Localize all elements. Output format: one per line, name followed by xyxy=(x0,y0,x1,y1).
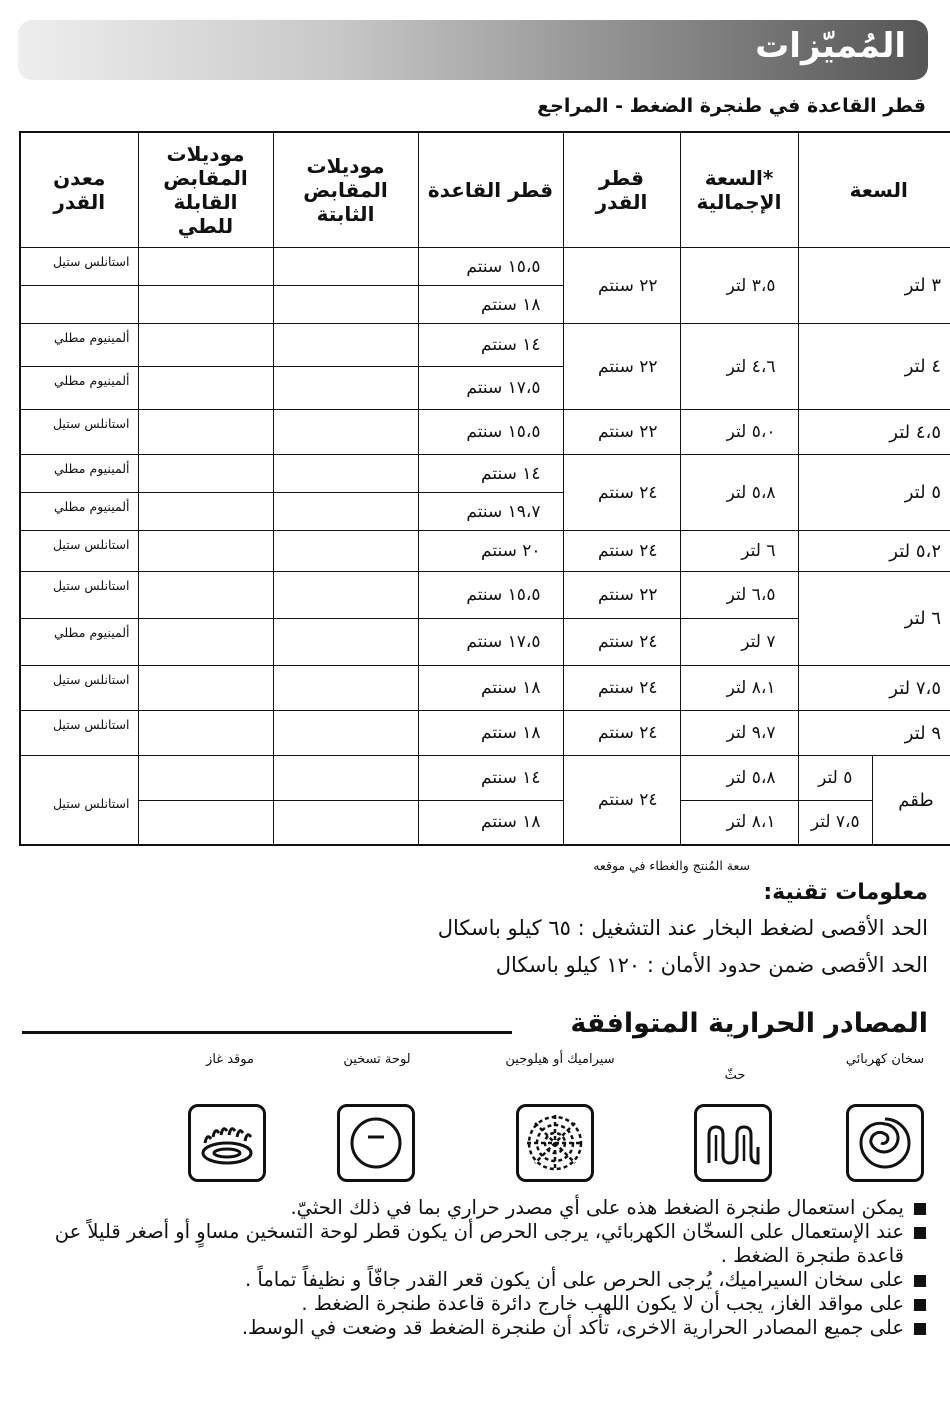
cell-folding-handles xyxy=(138,286,273,324)
cell-capacity: ٧،٥ لتر xyxy=(798,666,950,711)
ceramic-halogen-icon xyxy=(516,1104,594,1182)
cell-base-diameter: ١٧،٥ سنتم xyxy=(418,619,563,666)
cell-total-capacity: ٨،١ لتر xyxy=(680,800,798,845)
table-row xyxy=(20,711,950,756)
table-row xyxy=(20,410,950,455)
bullet-square-icon xyxy=(914,1323,926,1335)
hot-plate-icon xyxy=(337,1104,415,1182)
heat-label-hotplate: لوحة تسخين xyxy=(343,1052,411,1067)
cell-capacity: ٥ لتر xyxy=(798,455,950,531)
bullet-square-icon xyxy=(914,1299,926,1311)
table-row xyxy=(20,324,950,367)
cell-fixed-handles xyxy=(273,248,418,286)
cell-folding-handles xyxy=(138,455,273,493)
cell-total-capacity: ٦ لتر xyxy=(680,531,798,572)
cell-pot-metal: ألمينيوم مطلي xyxy=(20,324,138,367)
cell-base-diameter: ٢٠ سنتم xyxy=(418,531,563,572)
list-item: على جميع المصادر الحرارية الاخرى، تأكد أن طنجرة الضغط قد وضعت في الوسط. xyxy=(18,1316,928,1340)
cell-fixed-handles xyxy=(273,800,418,845)
bullet-square-icon xyxy=(914,1203,926,1215)
bullet-square-icon xyxy=(914,1227,926,1239)
header-pot-metal: معدن القدر xyxy=(20,132,138,248)
cell-base-diameter: ١٥،٥ سنتم xyxy=(418,248,563,286)
cell-pot-metal: استانلس ستيل xyxy=(20,666,138,711)
cell-pot-diameter: ٢٢ سنتم xyxy=(563,324,680,410)
cell-base-diameter: ١٧،٥ سنتم xyxy=(418,367,563,410)
cell-pot-diameter: ٢٤ سنتم xyxy=(563,619,680,666)
electric-coil-icon xyxy=(846,1104,924,1182)
bullet-square-icon xyxy=(914,1275,926,1287)
cell-pot-diameter: ٢٤ سنتم xyxy=(563,531,680,572)
cell-pot-diameter: ٢٢ سنتم xyxy=(563,248,680,324)
cell-fixed-handles xyxy=(273,324,418,367)
cell-total-capacity: ٧ لتر xyxy=(680,619,798,666)
tech-line-2: الحد الأقصى ضمن حدود الأمان : ١٢٠ كيلو باسكال xyxy=(495,953,928,977)
cell-folding-handles xyxy=(138,800,273,845)
cell-folding-handles xyxy=(138,248,273,286)
cell-capacity: ٩ لتر xyxy=(798,711,950,756)
cell-pot-diameter: ٢٤ سنتم xyxy=(563,666,680,711)
cell-total-capacity: ٣،٥ لتر xyxy=(680,248,798,324)
cell-folding-handles xyxy=(138,493,273,531)
cell-folding-handles xyxy=(138,367,273,410)
table-footnote: سعة المُنتج والغطاء في موقعه xyxy=(593,858,750,873)
induction-icon xyxy=(694,1104,772,1182)
cell-set-label: طقم xyxy=(873,756,950,844)
heading-rule xyxy=(22,1031,512,1034)
cell-base-diameter: ١٤ سنتم xyxy=(418,455,563,493)
cell-pot-metal: ألمينيوم مطلي xyxy=(20,493,138,531)
cell-total-capacity: ٤،٦ لتر xyxy=(680,324,798,410)
cell-total-capacity: ٨،١ لتر xyxy=(680,666,798,711)
header-banner xyxy=(18,20,928,80)
cell-fixed-handles xyxy=(273,455,418,493)
cell-folding-handles xyxy=(138,410,273,455)
cell-base-diameter: ١٤ سنتم xyxy=(418,324,563,367)
list-item: يمكن استعمال طنجرة الضغط هذه على أي مصدر حراري بما في ذلك الحثيّ. xyxy=(18,1196,928,1220)
header-capacity: السعة xyxy=(798,132,950,248)
table-row xyxy=(20,248,950,286)
cell-pot-metal xyxy=(20,286,138,324)
cell-set-capacity-b: ٧،٥ لتر xyxy=(810,812,860,833)
tech-heading: معلومات تقنية: xyxy=(763,880,928,905)
list-item: على مواقد الغاز، يجب أن لا يكون اللهب خارج دائرة قاعدة طنجرة الضغط . xyxy=(18,1292,928,1316)
cell-fixed-handles xyxy=(273,493,418,531)
cell-folding-handles xyxy=(138,619,273,666)
cell-pot-metal: ألمينيوم مطلي xyxy=(20,619,138,666)
cell-base-diameter: ١٨ سنتم xyxy=(418,800,563,845)
specs-table xyxy=(19,131,950,846)
cell-folding-handles xyxy=(138,531,273,572)
cell-pot-metal: استانلس ستيل xyxy=(20,756,138,846)
list-item: على سخان السيراميك، يُرجى الحرص على أن يكون قعر القدر جافّاً و نظيفاً تماماً . xyxy=(18,1268,928,1292)
cell-fixed-handles xyxy=(273,531,418,572)
cell-fixed-handles xyxy=(273,286,418,324)
cell-pot-metal: ألمينيوم مطلي xyxy=(20,455,138,493)
table-row xyxy=(20,756,950,801)
cell-pot-metal: استانلس ستيل xyxy=(20,572,138,619)
cell-fixed-handles xyxy=(273,410,418,455)
cell-base-diameter: ١٨ سنتم xyxy=(418,711,563,756)
cell-folding-handles xyxy=(138,324,273,367)
cell-pot-diameter: ٢٤ سنتم xyxy=(563,455,680,531)
cell-fixed-handles xyxy=(273,756,418,801)
cell-fixed-handles xyxy=(273,619,418,666)
cell-folding-handles xyxy=(138,756,273,801)
table-row xyxy=(20,572,950,619)
cell-total-capacity: ٥،٠ لتر xyxy=(680,410,798,455)
table-row xyxy=(20,531,950,572)
header-fixed-handles: موديلات المقابض الثابتة xyxy=(273,132,418,248)
cell-fixed-handles xyxy=(273,711,418,756)
table-row xyxy=(20,666,950,711)
cell-base-diameter: ١٥،٥ سنتم xyxy=(418,572,563,619)
list-item: عند الإستعمال على السخّان الكهربائي، يرجى الحرص أن يكون قطر لوحة التسخين مساوٍ أو أصغر قليلاً عن قاعدة طنجرة الضغط . xyxy=(18,1220,928,1268)
cell-folding-handles xyxy=(138,666,273,711)
cell-total-capacity: ٩،٧ لتر xyxy=(680,711,798,756)
cell-capacity: ٦ لتر xyxy=(798,572,950,666)
table-title: قطر القاعدة في طنجرة الضغط - المراجع xyxy=(537,95,926,117)
header-pot-diameter: قطر القدر xyxy=(563,132,680,248)
cell-base-diameter: ١٤ سنتم xyxy=(418,756,563,801)
cell-pot-diameter: ٢٢ سنتم xyxy=(563,410,680,455)
cell-base-diameter: ١٨ سنتم xyxy=(418,666,563,711)
header-base-diameter: قطر القاعدة xyxy=(418,132,563,248)
cell-fixed-handles xyxy=(273,367,418,410)
cell-pot-metal: استانلس ستيل xyxy=(20,531,138,572)
cell-pot-metal: استانلس ستيل xyxy=(20,248,138,286)
tech-line-1: الحد الأقصى لضغط البخار عند التشغيل : ٦٥ كيلو باسكال xyxy=(437,916,928,940)
cell-base-diameter: ١٥،٥ سنتم xyxy=(418,410,563,455)
cell-total-capacity: ٥،٨ لتر xyxy=(680,455,798,531)
heat-label-ceramic: سيراميك أو هيلوجين xyxy=(505,1052,615,1067)
cell-total-capacity: ٦،٥ لتر xyxy=(680,572,798,619)
cell-folding-handles xyxy=(138,572,273,619)
usage-notes xyxy=(18,1196,928,1340)
heat-label-gas: موقد غاز xyxy=(206,1052,254,1067)
heat-label-electric: سخان كهربائي xyxy=(845,1052,925,1067)
cell-folding-handles xyxy=(138,711,273,756)
cell-fixed-handles xyxy=(273,666,418,711)
heat-label-induction: حثّ xyxy=(724,1068,746,1083)
table-header-row xyxy=(20,132,950,248)
header-total-capacity: *السعة الإجمالية xyxy=(680,132,798,248)
cell-pot-metal: استانلس ستيل xyxy=(20,410,138,455)
cell-pot-diameter: ٢٤ سنتم xyxy=(563,711,680,756)
cell-fixed-handles xyxy=(273,572,418,619)
cell-capacity: ٤،٥ لتر xyxy=(798,410,950,455)
cell-total-capacity: ٥،٨ لتر xyxy=(680,756,798,801)
cell-base-diameter: ١٨ سنتم xyxy=(418,286,563,324)
cell-pot-metal: استانلس ستيل xyxy=(20,711,138,756)
cell-set-capacity xyxy=(798,756,950,846)
header-folding-handles: موديلات المقابض القابلة للطي xyxy=(138,132,273,248)
cell-pot-diameter: ٢٢ سنتم xyxy=(563,572,680,619)
heat-sources-heading: المصادر الحرارية المتوافقة xyxy=(570,1008,928,1039)
page-title: المُميّزات xyxy=(755,26,906,66)
table-row xyxy=(20,455,950,493)
cell-capacity: ٥،٢ لتر xyxy=(798,531,950,572)
cell-capacity: ٤ لتر xyxy=(798,324,950,410)
gas-burner-icon xyxy=(188,1104,266,1182)
cell-set-capacity-a: ٥ لتر xyxy=(799,756,873,800)
cell-base-diameter: ١٩،٧ سنتم xyxy=(418,493,563,531)
cell-pot-diameter: ٢٤ سنتم xyxy=(563,756,680,846)
cell-pot-metal: ألمينيوم مطلي xyxy=(20,367,138,410)
cell-capacity: ٣ لتر xyxy=(798,248,950,324)
